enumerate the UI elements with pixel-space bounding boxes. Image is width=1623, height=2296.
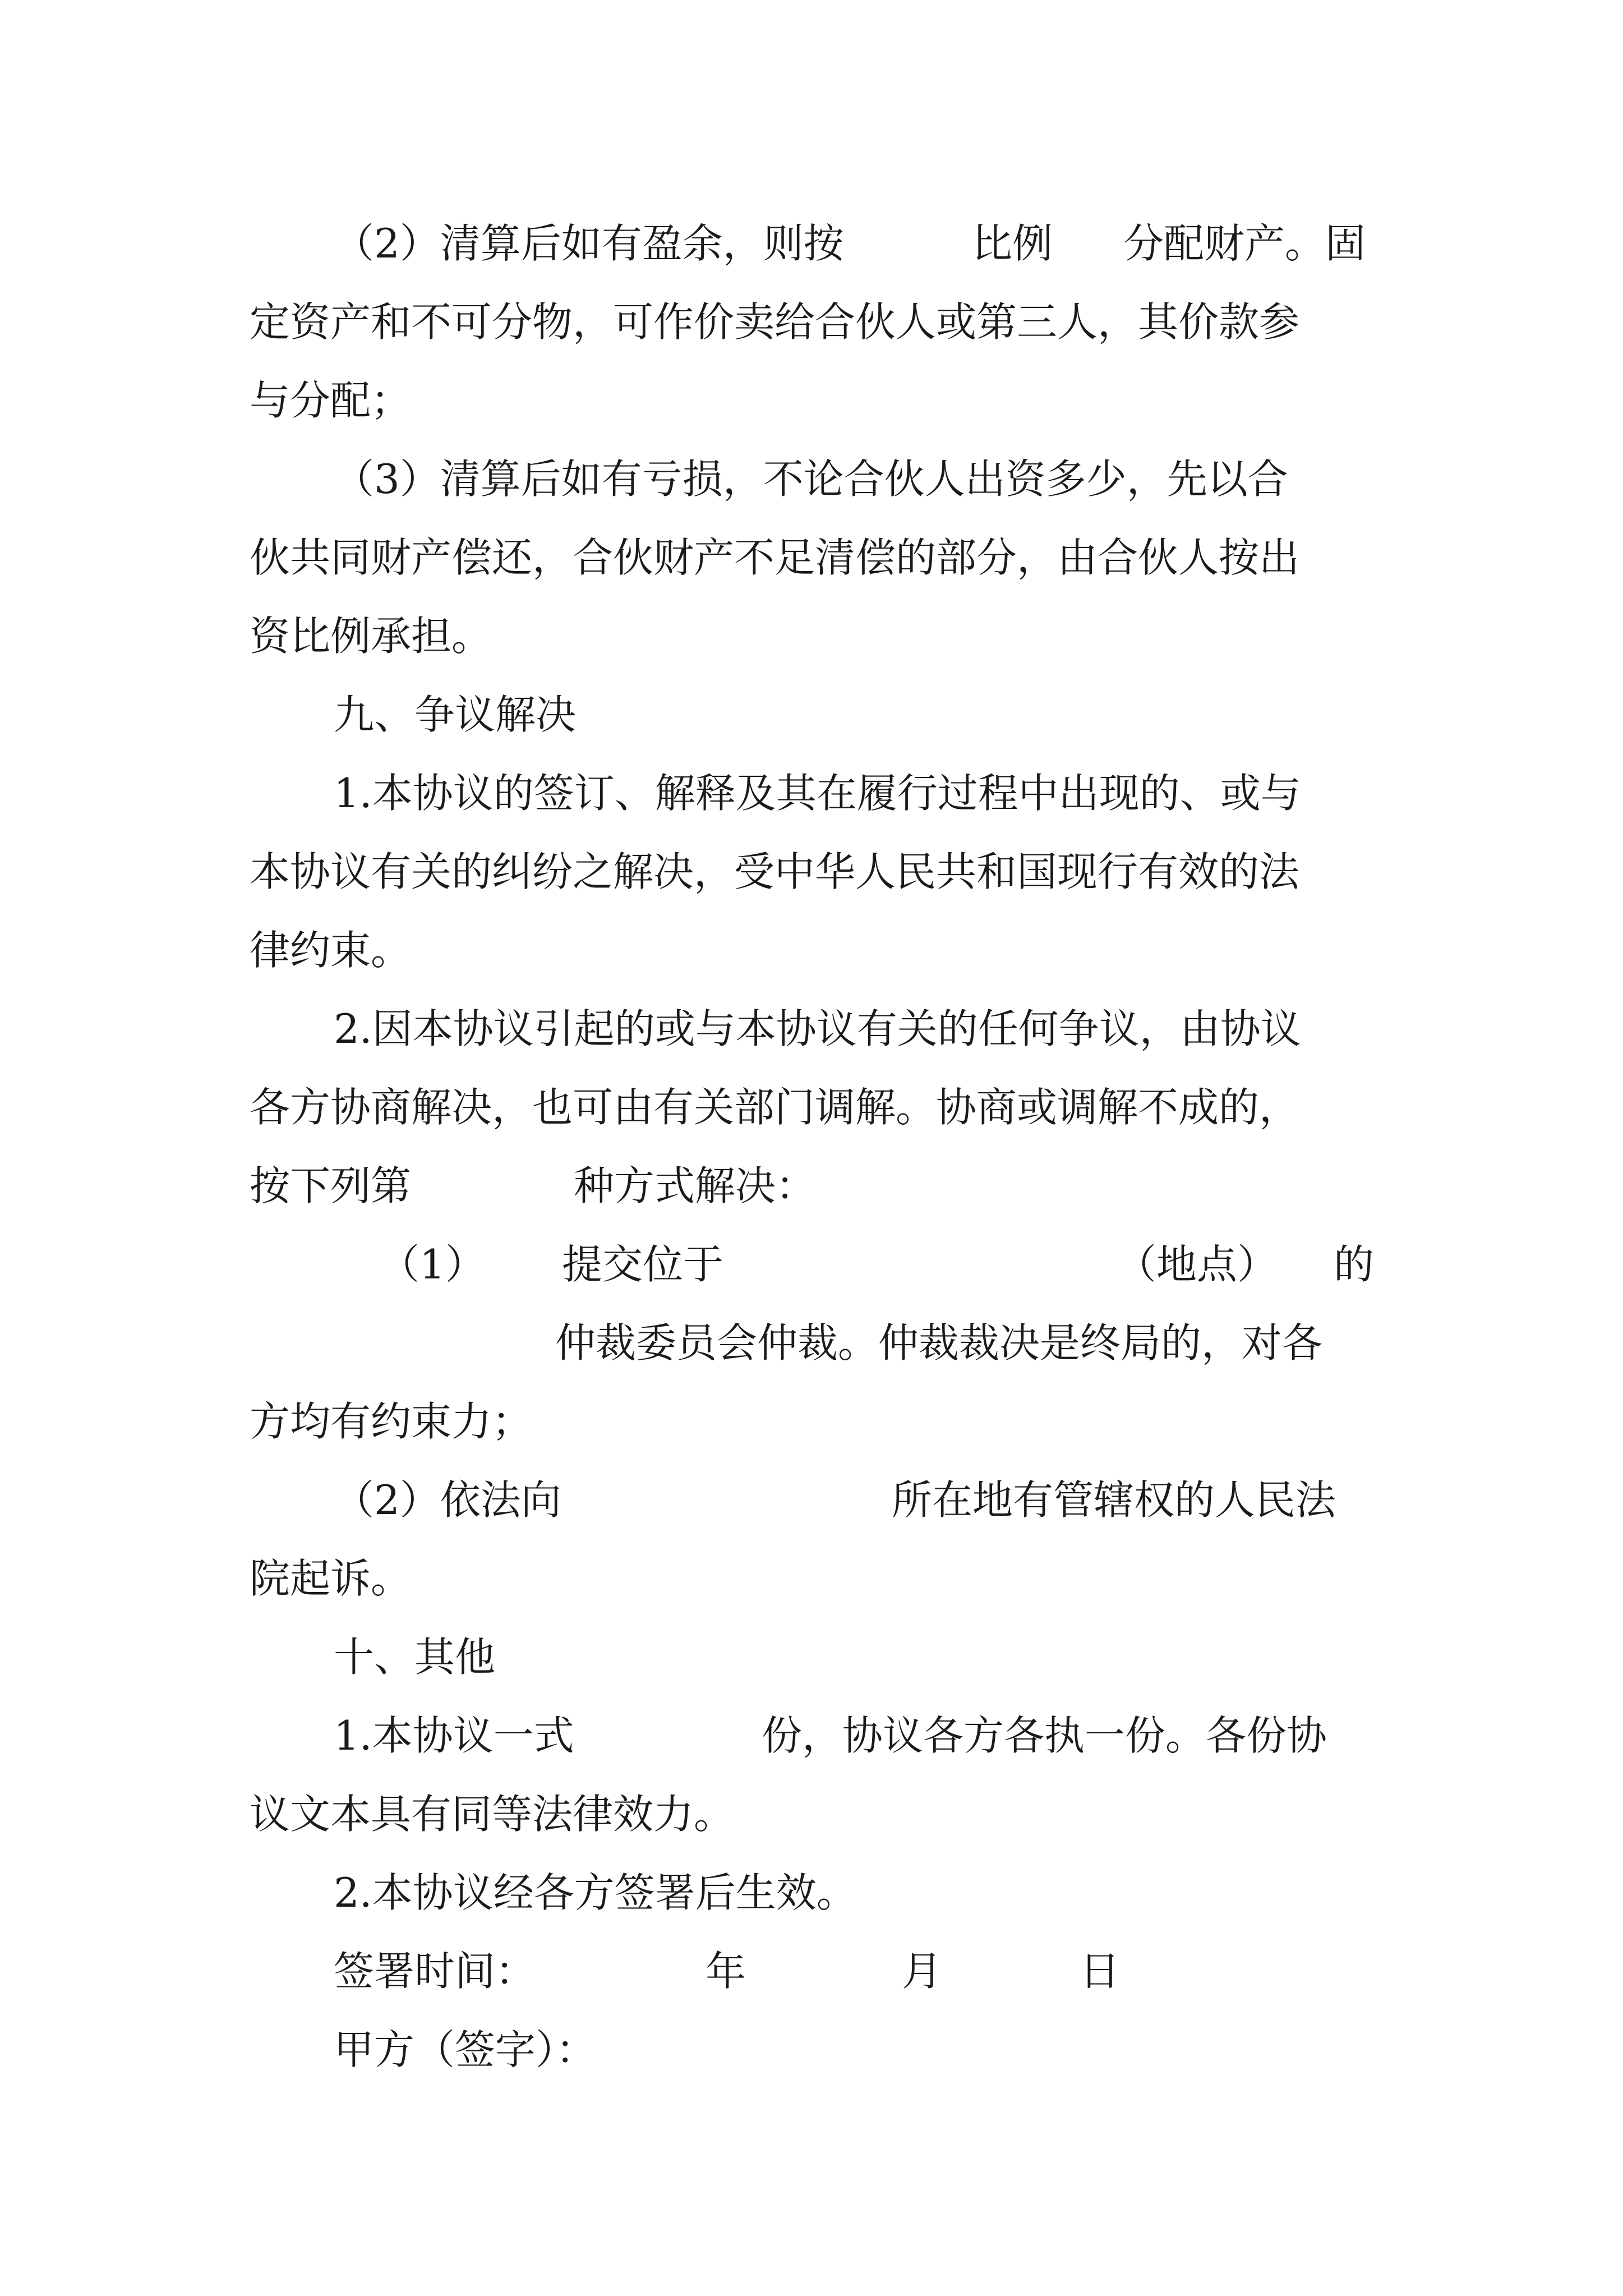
court-option-line2: 院起诉。 — [250, 1555, 412, 1602]
arbitration-location-label: （地点） — [1116, 1241, 1278, 1288]
dispute-p2-line3a: 按下列第 — [250, 1162, 412, 1209]
other-p1-line1a: 1.本协议一式 — [334, 1712, 574, 1759]
dispute-p2-line1: 2.因本协议引起的或与本协议有关的任何争议，由协议 — [334, 1005, 1301, 1052]
dispute-p1-line2: 本协议有关的纠纷之解决，受中华人民共和国现行有效的法 — [250, 848, 1300, 895]
surplus-clause-line1c: 分配财产。固 — [1123, 220, 1366, 267]
deficit-clause-line2: 伙共同财产偿还，合伙财产不足清偿的部分，由合伙人按出 — [250, 534, 1300, 581]
signing-month-label: 月 — [902, 1948, 943, 1995]
deficit-clause-line1: （3）清算后如有亏损，不论合伙人出资多少，先以合 — [334, 455, 1288, 503]
party-a-signature-label: 甲方（签字）： — [334, 2026, 597, 2073]
signing-day-label: 日 — [1080, 1948, 1121, 1995]
arbitration-submit-label: 提交位于 — [561, 1241, 723, 1288]
arbitration-option-line1b — [1116, 1231, 1374, 1298]
surplus-clause-line1a: （2）清算后如有盈余，则按 — [334, 220, 844, 267]
section-heading-other: 十、其他 — [334, 1634, 496, 1681]
signing-time-label: 签署时间： — [334, 1948, 536, 1995]
other-p1-line2: 议文本具有同等法律效力。 — [250, 1791, 735, 1838]
section-heading-dispute: 九、争议解决 — [334, 691, 577, 738]
arbitration-option-number: （1） — [379, 1241, 486, 1288]
signing-year-label: 年 — [706, 1948, 746, 1995]
other-p2-line: 2.本协议经各方签署后生效。 — [334, 1869, 857, 1916]
dispute-p1-line1: 1.本协议的签订、解释及其在履行过程中出现的、或与 — [334, 770, 1301, 817]
surplus-clause-line2: 定资产和不可分物，可作价卖给合伙人或第三人，其价款参 — [250, 298, 1300, 346]
surplus-ratio-label: 比例 — [972, 220, 1053, 267]
dispute-p2-line3b: 种方式解决： — [574, 1162, 817, 1209]
court-option-line1b: 所在地有管辖权的人民法 — [892, 1476, 1336, 1524]
surplus-clause-line3: 与分配； — [250, 377, 412, 424]
arbitration-option-line2: 仲裁委员会仲裁。仲裁裁决是终局的，对各 — [555, 1319, 1323, 1366]
deficit-clause-line3: 资比例承担。 — [250, 613, 492, 660]
arbitration-option-line1a — [379, 1231, 723, 1298]
other-p1-line1b: 份，协议各方各执一份。各份协 — [762, 1712, 1327, 1759]
court-option-line1a: （2）依法向 — [334, 1476, 561, 1524]
dispute-p2-line2: 各方协商解决，也可由有关部门调解。协商或调解不成的， — [250, 1084, 1300, 1131]
arbitration-of-label: 的 — [1333, 1241, 1374, 1288]
arbitration-option-line3: 方均有约束力； — [250, 1398, 533, 1445]
dispute-p1-line3: 律约束。 — [250, 927, 412, 974]
